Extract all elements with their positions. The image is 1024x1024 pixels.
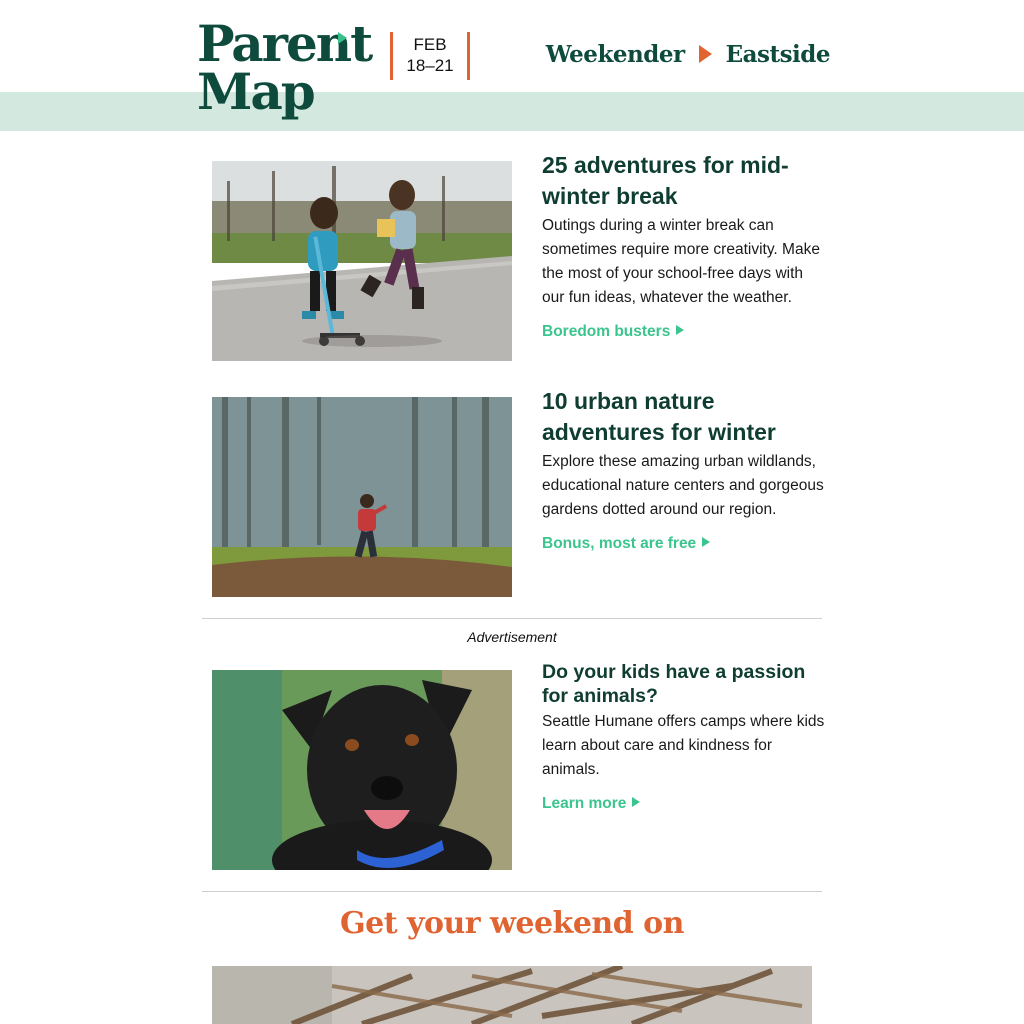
link-label: Learn more: [542, 795, 627, 812]
parentmap-logo[interactable]: [197, 14, 372, 126]
feature-image-branches[interactable]: [212, 966, 812, 1024]
article-title[interactable]: 10 urban nature adventures for winter: [542, 388, 776, 445]
divider: [202, 618, 822, 619]
logo-triangle-icon: [338, 32, 347, 44]
header-band: [0, 92, 1024, 131]
advertisement-label: Advertisement: [467, 629, 557, 645]
ad-link-learn-more[interactable]: [542, 792, 640, 816]
article-image-kids-scooter[interactable]: [212, 161, 512, 361]
arrow-right-icon: [632, 797, 640, 807]
link-label: Bonus, most are free: [542, 535, 697, 552]
article-body: Explore these amazing urban wildlands, educational nature centers and gorgeous gardens dotted around our region.: [542, 453, 824, 518]
logo-line-2: Map: [197, 62, 314, 121]
article-1: [542, 150, 826, 344]
article-2: [542, 386, 826, 556]
issue-date: [390, 32, 470, 80]
arrow-right-icon: [676, 325, 684, 335]
logo-line-1: Parent: [197, 14, 372, 73]
issue-days: 18–21: [406, 56, 454, 75]
arrow-right-icon: [702, 537, 710, 547]
ad-image-black-dog[interactable]: [212, 670, 512, 870]
region-name: Eastside: [725, 40, 830, 68]
article-title[interactable]: 25 adventures for mid-winter break: [542, 152, 789, 209]
edition-title: [546, 38, 830, 70]
section-heading: Get your weekend on: [340, 906, 684, 941]
newsletter-name: Weekender: [545, 40, 685, 68]
ad-title[interactable]: Do your kids have a passion for animals?: [542, 661, 806, 707]
article-image-child-in-woods[interactable]: [212, 397, 512, 597]
ad-body: Seattle Humane offers camps where kids learn about care and kindness for animals.: [542, 713, 825, 778]
divider: [202, 891, 822, 892]
article-link-bonus-free[interactable]: [542, 532, 710, 556]
ad-article: [542, 660, 826, 816]
issue-month: FEB: [413, 35, 447, 54]
play-triangle-icon: [699, 45, 712, 63]
article-body: Outings during a winter break can sometimes require more creativity. Make the most of your school-free days with our fun ideas, whatever the weather.: [542, 217, 820, 306]
article-link-boredom-busters[interactable]: [542, 320, 684, 344]
link-label: Boredom busters: [542, 323, 671, 340]
